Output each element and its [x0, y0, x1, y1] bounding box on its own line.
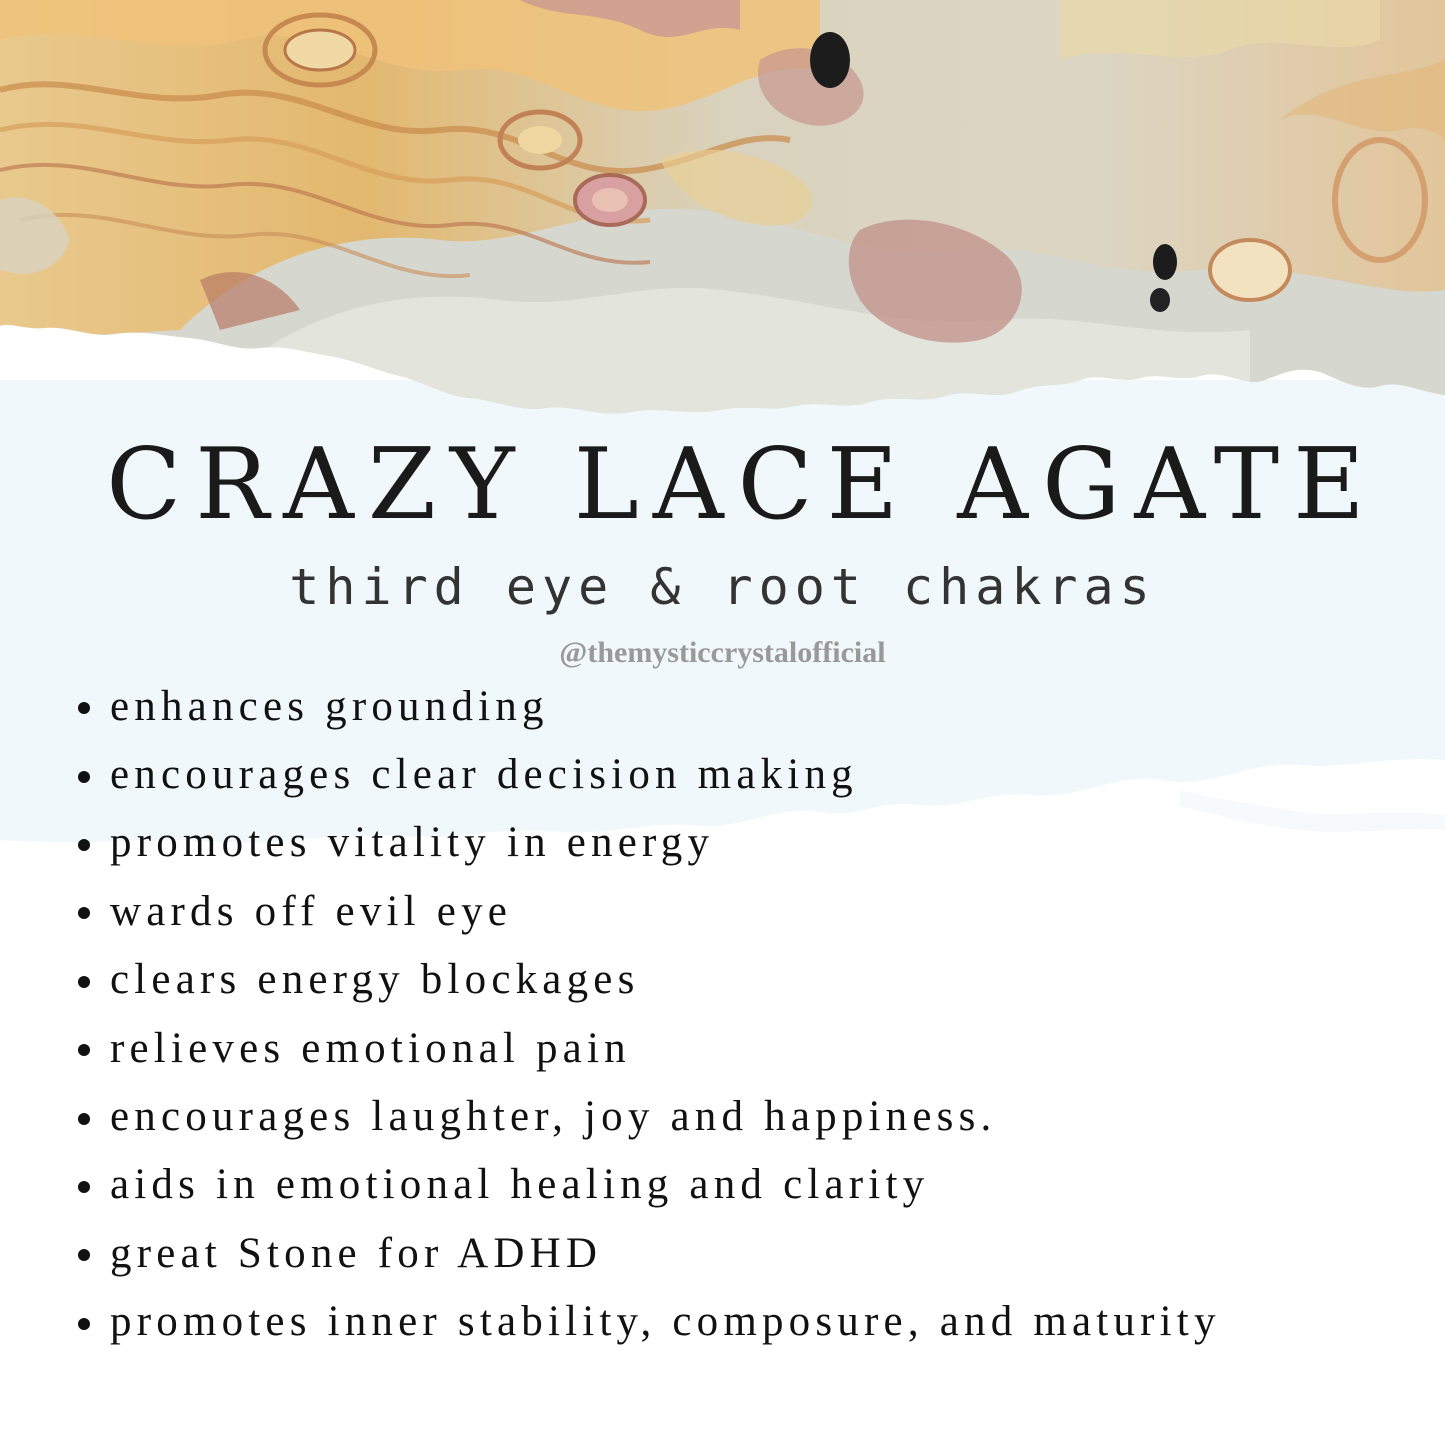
- bullet-icon: [78, 1181, 90, 1193]
- list-item: [78, 1219, 1221, 1287]
- list-item: [78, 672, 1221, 740]
- list-item: [78, 1151, 1221, 1219]
- bullet-icon: [78, 1044, 90, 1056]
- bullet-icon: [78, 702, 90, 714]
- bullet-icon: [78, 907, 90, 919]
- list-item: [78, 1014, 1221, 1082]
- chakra-subtitle: third eye & root chakras: [289, 558, 1156, 616]
- list-item-text: promotes inner stability, composure, and maturity: [110, 1298, 1221, 1346]
- list-item-text: encourages laughter, joy and happiness.: [110, 1093, 997, 1141]
- social-handle: @themysticcrystalofficial: [559, 636, 886, 669]
- list-item-text: encourages clear decision making: [110, 751, 858, 799]
- bullet-icon: [78, 976, 90, 988]
- bullet-icon: [78, 839, 90, 851]
- bullet-icon: [78, 1318, 90, 1330]
- list-item: [78, 809, 1221, 877]
- crazy-lace-agate-photo: [0, 0, 1445, 420]
- bullet-icon: [78, 771, 90, 783]
- list-item: [78, 877, 1221, 945]
- list-item-text: enhances grounding: [110, 682, 549, 730]
- bullet-icon: [78, 1113, 90, 1125]
- list-item-text: wards off evil eye: [110, 887, 513, 935]
- benefits-list: [78, 672, 1221, 1356]
- list-item-text: clears energy blockages: [110, 956, 640, 1004]
- list-item-text: great Stone for ADHD: [110, 1229, 603, 1277]
- list-item: [78, 1082, 1221, 1150]
- list-item: [78, 946, 1221, 1014]
- list-item-text: relieves emotional pain: [110, 1024, 631, 1072]
- list-item-text: aids in emotional healing and clarity: [110, 1161, 930, 1209]
- bullet-icon: [78, 1249, 90, 1261]
- list-item-text: promotes vitality in energy: [110, 819, 715, 867]
- page-title: CRAZY LACE AGATE: [106, 428, 1379, 542]
- list-item: [78, 740, 1221, 808]
- list-item: [78, 1288, 1221, 1356]
